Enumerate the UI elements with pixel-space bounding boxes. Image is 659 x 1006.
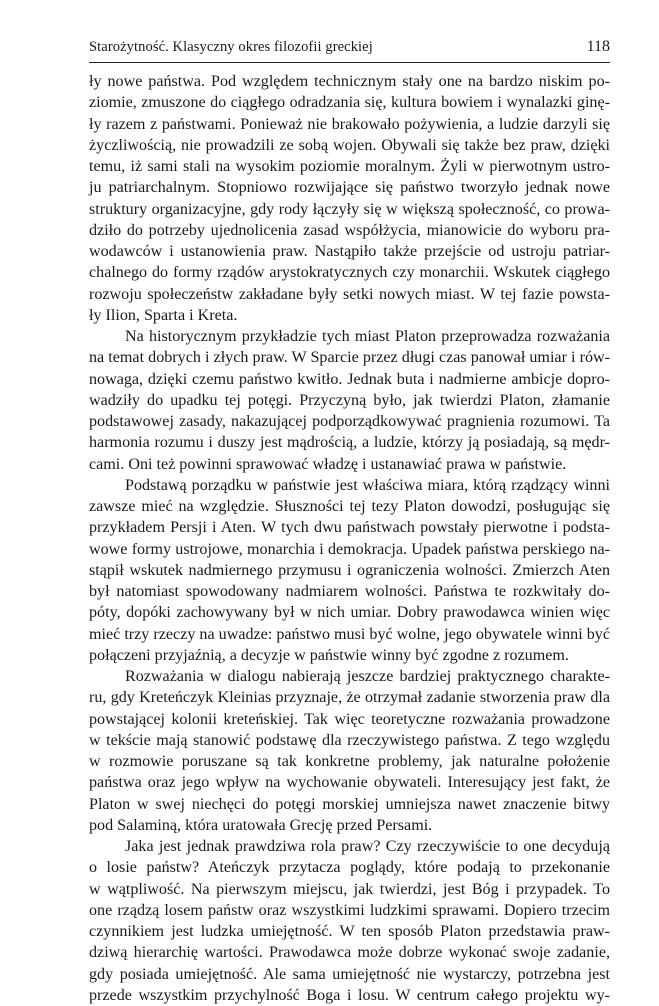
paragraph-first-line: Rozważania w dialogu nabierają jeszcze bardziej praktycznego charakte- <box>125 668 610 685</box>
text-line: na temat dobrych i złych praw. W Sparcie przez długi czas panował umiar i rów- <box>89 349 610 367</box>
paragraph-first-line: Jaka jest jednak prawdziwa rola praw? Czy rzeczywiście to one decydują <box>125 838 610 855</box>
text-line: czynnikiem jest ludzka umiejętność. W ten sposób Platon przedstawia praw- <box>89 923 610 940</box>
text-line: rozwoju społeczeństw zakładane były setki nowych miast. W tej fazie powsta- <box>89 285 610 303</box>
paragraph-end-line: cami. Oni też powinni sprawować władzę i ustanawiać prawa w państwie. <box>89 455 567 473</box>
text-line: przede wszystkim przychylność Boga i losu. W centrum całego projektu wy- <box>89 986 610 1004</box>
text-line: w tekście mają stanowić podstawę dla rzeczywistego państwa. Z tego względu <box>89 731 610 749</box>
paragraph-end-line: ły Ilion, Sparta i Kreta. <box>89 306 238 324</box>
text-line: Platon w swej niechęci do potęgi morskiej umniejsza nawet znaczenie bitwy <box>89 795 610 813</box>
text-line: był natomiast spowodowany nadmiarem wolności. Państwa te rozkwitały do- <box>89 583 610 600</box>
text-line: ły nowe państwa. Pod względem technicznym stały one na bardzo niskim po- <box>89 73 610 90</box>
text-line: mieć trzy rzeczy na uwadze: państwo musi być wolne, jego obywatele winni być <box>89 625 610 643</box>
running-header <box>89 36 610 60</box>
text-line: wadziły do upadku tej potęgi. Przyczyną było, jak twierdzi Platon, złamanie <box>89 391 610 409</box>
text-line: harmonia rozumu i duszy jest mądrością, a ludzie, którzy ją posiadają, są mędr- <box>89 434 610 452</box>
header-rule <box>89 62 610 63</box>
paragraph-end-line: połączeni przyjaźnią, a decyzje w państwie winny być zgodne z rozumem. <box>89 646 569 664</box>
text-line: ru, gdy Kreteńczyk Kleinias przyznaje, że otrzymał zadanie stworzenia praw dla <box>89 689 610 707</box>
text-line: podstawowej zasady, nakazującej podporządkowywać pragnienia rozumowi. Ta <box>89 413 610 430</box>
text-line: ziomie, zmuszone do ciągłego odradzania się, kultura bowiem i wynalazki ginę- <box>89 94 610 112</box>
text-line: struktury organizacyjne, gdy rody łączyły się w większą społeczność, co prowa- <box>89 200 610 218</box>
text-line: państwa oraz jego wpływ na wychowanie obywateli. Interesujący jest fakt, że <box>89 774 610 792</box>
page-number: 118 <box>586 38 610 55</box>
text-line: ju patriarchalnym. Stopniowo rozwijające się państwo tworzyło jednak nowe <box>89 179 610 197</box>
body-text <box>89 71 610 1006</box>
text-line: dziwą hierarchię wartości. Prawodawca może dobrze wykonać swoje zadanie, <box>89 944 610 962</box>
text-line: temu, iż sami stali na wysokim poziomie moralnym. Żyli w pierwotnym ustro- <box>89 158 610 175</box>
running-title: Starożytność. Klasyczny okres filozofii greckiej <box>89 39 373 55</box>
text-line: chalnego do formy rządów arystokratycznych czy monarchii. Wskutek ciągłego <box>89 264 610 282</box>
text-line: one rządzą losem państw oraz wszystkimi ludzkimi sprawami. Dopiero trzecim <box>89 901 610 919</box>
paragraph-first-line: Na historycznym przykładzie tych miast Platon przeprowadza rozważania <box>125 328 610 345</box>
text-line: wowe formy ustrojowe, monarchia i demokracja. Upadek państwa perskiego na- <box>89 540 610 558</box>
paragraph-end-line: pod Salaminą, która uratowała Grecję przed Persami. <box>89 816 433 834</box>
text-line: w wątpliwość. Na pierwszym miejscu, jak twierdzi, jest Bóg i przypadek. To <box>89 880 610 898</box>
text-line: ły razem z państwami. Ponieważ nie brakowało pożywienia, a ludzie darzyli się <box>89 115 610 133</box>
text-line: przykładem Persji i Aten. W tych dwu państwach powstały pierwotne i podsta- <box>89 519 610 537</box>
text-line: stąpił wskutek nadmiernego przymusu i ograniczenia wolności. Zmierzch Aten <box>89 561 610 579</box>
paragraph-first-line: Podstawą porządku w państwie jest właściwa miara, którą rządzący winni <box>125 476 610 494</box>
text-line: wodawców i ustanowienia praw. Nastąpiło także przejście od ustroju patriar- <box>89 243 610 260</box>
text-line: dziło do potrzeby ujednolicenia zasad współżycia, mianowicie do wyboru pra- <box>89 221 610 239</box>
text-line: o losie państw? Ateńczyk przytacza poglądy, które podają to przekonanie <box>89 859 610 877</box>
text-line: zawsze mieć na względzie. Słuszności tej tezy Platon dowodzi, posługując się <box>89 498 610 515</box>
text-line: póty, dopóki zachowywany był w nich umiar. Dobry prawodawca winien więc <box>89 604 610 622</box>
text-line: gdy posiada umiejętność. Ale sama umiejętność nie wystarczy, potrzebna jest <box>89 965 610 983</box>
text-line: życzliwością, nie prowadzili ze sobą wojen. Obywali się także bez praw, dzięki <box>89 136 610 154</box>
text-line: w rozmowie poruszane są tak konkretne problemy, jak naturalne położenie <box>89 753 610 770</box>
text-line: powstającej kolonii kreteńskiej. Tak więc teoretyczne rozważania prowadzone <box>89 710 610 728</box>
text-line: nowaga, dzięki czemu państwo kwitło. Jednak buta i nadmierne ambicje dopro- <box>89 370 610 388</box>
